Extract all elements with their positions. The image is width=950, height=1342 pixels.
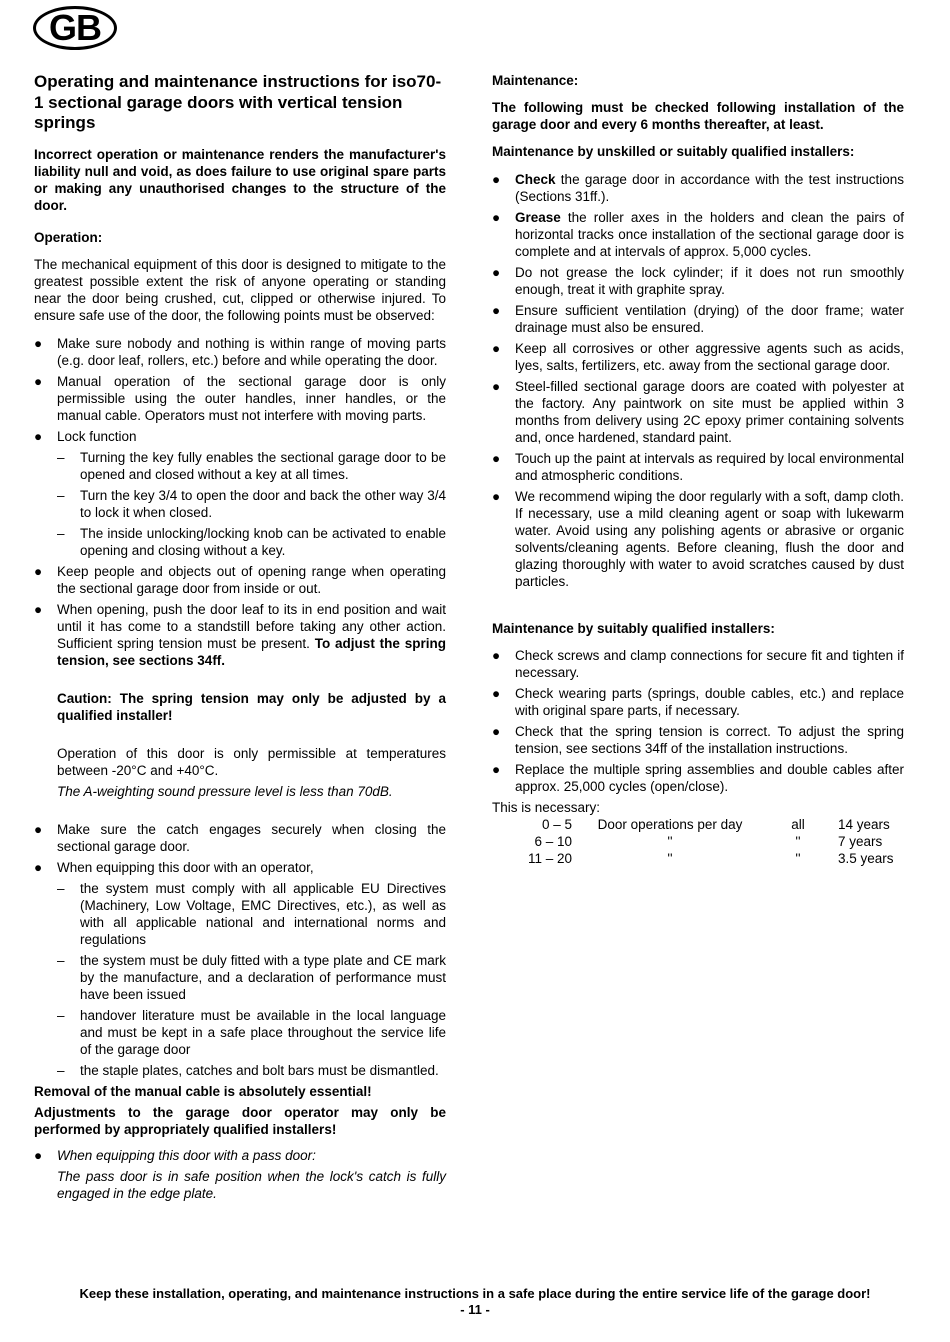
list-item: ● Lock function – Turning the key fully enables the sectional garage door to be opened and closed without a key at all times. – Turn the key 3/4 to open the door and back the other way 3/4 to lock it when closed. – The inside unlocking/locking knob can be activated to enable opening and closing without a key. <box>34 428 446 558</box>
pass-door-note: The pass door is in safe position when the lock's catch is fully engaged in the edge plate. <box>57 1168 446 1201</box>
operation-list <box>34 335 446 1079</box>
right-column <box>492 72 904 867</box>
dash-icon: – <box>57 880 65 896</box>
page-title: Operating and maintenance instructions for iso70-1 sectional garage doors with vertical tension springs <box>34 72 442 132</box>
footer-note: Keep these installation, operating, and maintenance instructions in a safe place during the entire service life of the garage door! <box>79 1286 871 1301</box>
caution-note: Caution: The spring tension may only be adjusted by a qualified installer! <box>57 690 446 723</box>
sub-list-item: – Turn the key 3/4 to open the door and back the other way 3/4 to lock it when closed. <box>57 487 446 520</box>
list-item: ● When equipping this door with a pass door: The pass door is in safe position when the lock's catch is fully engaged in the edge plate. <box>34 1147 446 1201</box>
bullet-icon: ● <box>492 341 501 356</box>
list-item: ● Ensure sufficient ventilation (drying) of the door frame; water drainage must also be ensured. <box>492 303 904 335</box>
dash-icon: – <box>57 449 65 465</box>
bullet-icon: ● <box>34 821 43 837</box>
bullet-icon: ● <box>492 210 501 225</box>
sub-list-item: – the staple plates, catches and bolt bars must be dismantled. <box>57 1062 439 1078</box>
bullet-icon: ● <box>34 563 43 579</box>
bullet-icon: ● <box>492 451 501 466</box>
footer <box>0 1286 950 1318</box>
adjustment-note: Adjustments to the garage door operator may only be performed by appropriately qualified installers! <box>34 1104 446 1137</box>
list-item: ● Grease the roller axes in the holders and clean the pairs of horizontal tracks once installation of the sectional garage door is complete and at intervals of approx. 5,000 cycles. <box>492 210 904 259</box>
necessary-label: This is necessary: <box>492 800 601 815</box>
list-item: ● Check that the spring tension is correct. To adjust the spring tension, see sections 34ff of the installation instructions. <box>492 724 904 756</box>
bullet-icon: ● <box>492 265 501 280</box>
dash-icon: – <box>57 1062 65 1078</box>
list-item: ● When equipping this door with an operator, – the system must comply with all applicable EU Directives (Machinery, Low Voltage, EMC Directives, etc.), as well as with all applicable national and international norms and regulations – the system must be duly fitted with a type plate and CE mark by the manufacture, and a declaration of performance must have been issued – handover literature must be available in the local language and must be kept in a safe place throughout the service life of the garage door – the staple plates, catches and bolt bars must be dismantled. <box>34 859 446 1078</box>
bullet-icon: ● <box>492 172 501 187</box>
operation-heading: Operation: <box>34 229 103 245</box>
dash-icon: – <box>57 487 65 503</box>
temperature-note: Operation of this door is only permissible at temperatures between -20°C and +40°C. <box>57 745 446 778</box>
list-item: ● Keep people and objects out of opening range when operating the sectional garage door from inside or out. <box>34 563 446 596</box>
list-item: ● Make sure the catch engages securely when closing the sectional garage door. <box>34 821 446 854</box>
list-item: ● Check the garage door in accordance with the test instructions (Sections 31ff.). <box>492 172 904 204</box>
table-row: 0 – 5 Door operations per day all 14 years <box>541 817 890 832</box>
replacement-table <box>512 816 894 867</box>
list-item: ● Make sure nobody and nothing is within range of moving parts (e.g. door leaf, rollers, etc.) before and while operating the door. <box>34 335 446 368</box>
maintenance-heading: Maintenance: <box>492 73 579 88</box>
bullet-icon: ● <box>492 762 501 777</box>
sound-note: The A-weighting sound pressure level is less than 70dB. <box>57 783 393 799</box>
list-item: ● We recommend wiping the door regularly with a soft, damp cloth. If necessary, use a mild cleaning agent or soap with lukewarm water. Avoid using any polishing agents or abrasive or organic solvents/cleaning agents. Before cleaning, flush the door and glazing thoroughly with water to avoid scratches caused by dust particles. <box>492 489 904 589</box>
list-item: ● When opening, push the door leaf to its in end position and wait until it has come to a standstill before taking any other action. Sufficient spring tension must be present. To adjust the spring tension, see sections 34ff. Caution: The spring tension may only be adjusted by a qualified installer! Operation of this door is only permissible at temperatures between -20°C and +40°C. The A-weighting sound pressure level is less than 70dB. <box>34 601 446 799</box>
bullet-icon: ● <box>34 373 43 389</box>
unskilled-heading: Maintenance by unskilled or suitably qualified installers: <box>492 144 855 159</box>
bullet-icon: ● <box>492 686 501 701</box>
list-item: ● Touch up the paint at intervals as required by local environmental and atmospheric conditions. <box>492 451 904 483</box>
bullet-icon: ● <box>34 859 43 875</box>
bullet-icon: ● <box>34 1147 43 1163</box>
removal-note: Removal of the manual cable is absolutely essential! <box>34 1083 372 1099</box>
badge-text: GB <box>49 7 101 48</box>
sub-list-item: – the system must be duly fitted with a type plate and CE mark by the manufacture, and a declaration of performance must have been issued <box>57 952 446 1002</box>
sub-list-item: – the system must comply with all applicable EU Directives (Machinery, Low Voltage, EMC Directives, etc.), as well as with all applicable national and international norms and regulations <box>57 880 446 947</box>
country-badge <box>33 6 117 50</box>
list-item: ● Check screws and clamp connections for secure fit and tighten if necessary. <box>492 648 904 680</box>
operation-intro: The mechanical equipment of this door is designed to mitigate to the greatest possible extent the risk of anyone operating or standing near the door being crushed, cut, clipped or otherwise injured. To ensure safe use of the door, the following points must be observed: <box>34 256 446 323</box>
unskilled-list <box>492 171 904 590</box>
bullet-icon: ● <box>34 335 43 351</box>
dash-icon: – <box>57 525 65 541</box>
page-number: - 11 - <box>460 1302 490 1317</box>
qualified-list <box>492 647 904 795</box>
sub-list-item: – Turning the key fully enables the sectional garage door to be opened and closed without a key at all times. <box>57 449 446 482</box>
sub-list-item: – The inside unlocking/locking knob can be activated to enable opening and closing without a key. <box>57 525 446 558</box>
table-row: 11 – 20 '' '' 3.5 years <box>527 851 894 866</box>
qualified-heading: Maintenance by suitably qualified installers: <box>492 621 775 636</box>
bullet-icon: ● <box>492 489 501 504</box>
sub-list-item: – handover literature must be available in the local language and must be kept in a safe place throughout the service life of the garage door <box>57 1007 446 1057</box>
bullet-icon: ● <box>492 379 501 394</box>
list-item: ● Check wearing parts (springs, double cables, etc.) and replace with original spare parts, if necessary. <box>492 686 904 718</box>
maintenance-intro: The following must be checked following installation of the garage door and every 6 months thereafter, at least. <box>492 100 904 132</box>
list-item: ● Steel-filled sectional garage doors are coated with polyester at the factory. Any paintwork on site must be applied within 3 months from delivery using 2C epoxy primer containing solvents and, once hardened, standard paint. <box>492 379 904 445</box>
list-item: ● Do not grease the lock cylinder; if it does not run smoothly enough, treat it with graphite spray. <box>492 265 904 297</box>
dash-icon: – <box>57 952 65 968</box>
bullet-icon: ● <box>492 648 501 663</box>
left-column <box>34 72 446 1206</box>
bullet-icon: ● <box>34 428 43 444</box>
liability-warning: Incorrect operation or maintenance renders the manufacturer's liability null and void, as does failure to use original spare parts or making any unauthorised changes to the structure of the door. <box>34 146 446 213</box>
list-item: ● Keep all corrosives or other aggressive agents such as acids, lyes, salts, fertilizers, etc. away from the sectional garage door. <box>492 341 904 373</box>
dash-icon: – <box>57 1007 65 1023</box>
bullet-icon: ● <box>34 601 43 617</box>
bullet-icon: ● <box>492 303 501 318</box>
table-row: 6 – 10 '' '' 7 years <box>534 834 883 849</box>
bullet-icon: ● <box>492 724 501 739</box>
list-item: ● Replace the multiple spring assemblies and double cables after approx. 25,000 cycles (open/close). <box>492 762 904 794</box>
list-item: ● Manual operation of the sectional garage door is only permissible using the outer handles, inner handles, or the manual cable. Operators must not interfere with moving parts. <box>34 373 446 423</box>
